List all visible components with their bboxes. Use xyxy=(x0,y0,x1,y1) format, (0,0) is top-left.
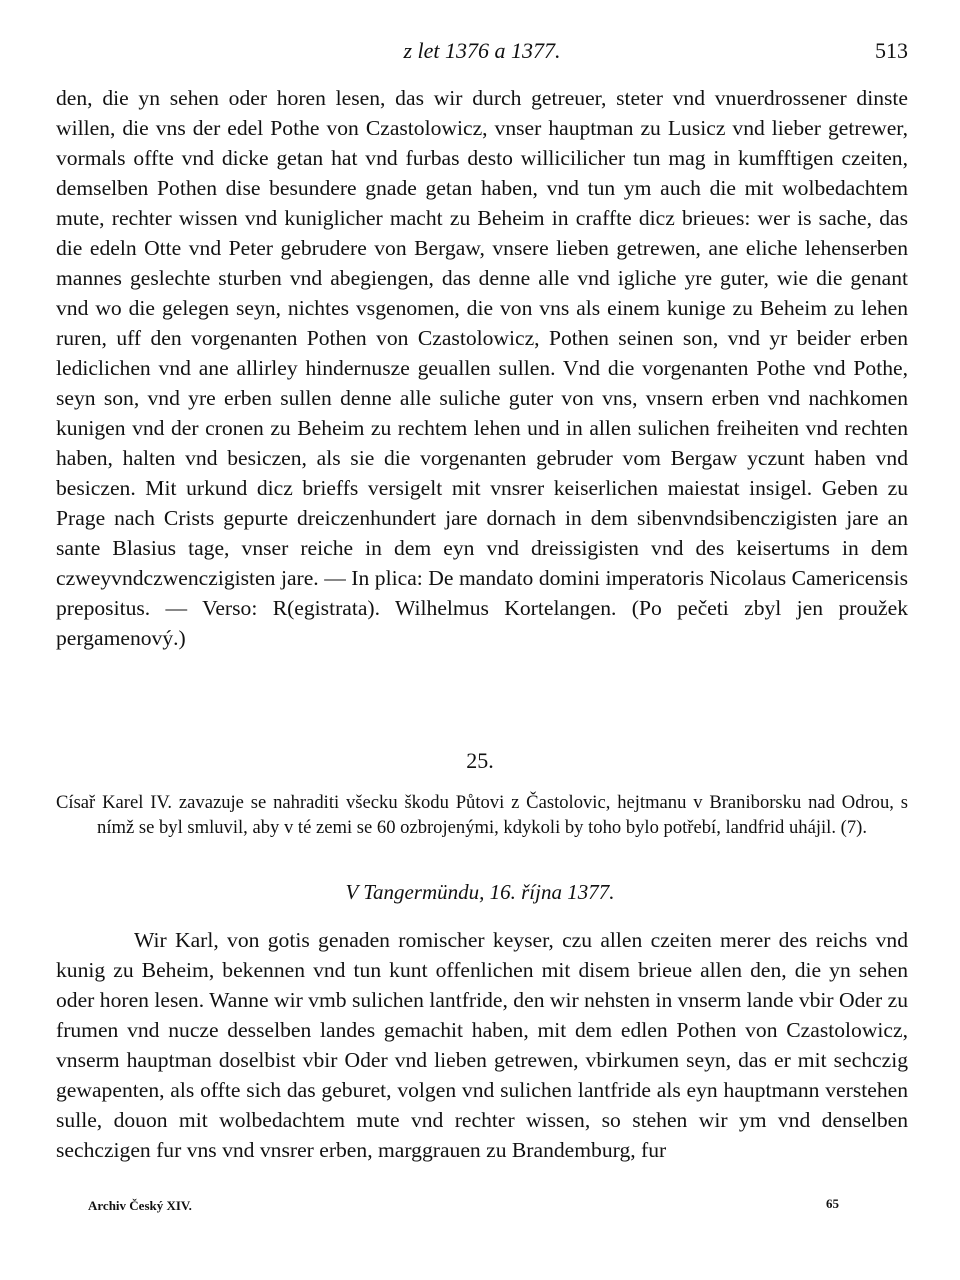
running-title: z let 1376 a 1377. xyxy=(403,38,561,63)
document-summary: Císař Karel IV. zavazuje se nahraditi všecku škodu Půtovi z Častolovic, hejtmanu v Braniborsku nad Odrou, s nímž se byl smluvil, aby v té zemi se 60 ozbrojenými, kdykoli by toho bylo potřebí, landfrid uhájil. (7). xyxy=(56,792,908,838)
body-paragraph-continuation: den, die yn sehen oder horen lesen, das wir durch getreuer, steter vnd vnuerdrossener dinste willen, die vns der edel Pothe von Czastolowicz, vnser hauptman zu Lusicz vnd lieber getrewer, vormals offte vnd dicke getan hat vnd furbas desto willicilicher tun mag in kumfftigen czeiten, demselben Pothen dise besundere gnade getan haben, vnd tun ym auch die mit wolbedachtem mute, rechter wissen vnd kuniglicher macht zu Beheim in craffte dicz brieues: wer is sache, das die edeln Otte vnd Peter gebrudere von Bergaw, vnsere lieben getrewen, ane eliche lehenserben mannes geslechte sturben vnd abegiengen, das denne alle vnd igliche yre guter, wie die genant vnd wo die gelegen seyn, nichtes vsgenomen, die von vns als einem kunige zu Beheim zu lehen ruren, uff den vorgenanten Pothen von Czastolowicz, Pothen seinen son, vnd yr beider erben lediclichen vnd ane allirley hindernusze geuallen sullen. Vnd die vorgenanten Pothe vnd Pothe, seyn son, vnd yre erben sullen denne alle suliche guter von vns, vnsern erben vnd nachkomen kunigen vnd der cronen zu Beheim zu rechtem lehen und in allen sulichen freiheiten vnd rechten haben, halten vnd besiczen, als sie die vorgenanten gebruder vom Bergaw yczunt haben vnd besiczen. Mit urkund dicz brieffs versigelt mit vnsrer keiserlichen maiestat insigel. Geben zu Prage nach Crists gepurte dreiczenhundert jare dornach in dem sibenvndsibenczigisten jare an sante Blasius tage, vnser reiche in dem eyn vnd dreissigisten vnd des keisertums in dem czweyvndczwenczigisten jare. — In plica: De mandato domini imperatoris Nicolaus Camericensis prepositus. — Verso: R(egistrata). Wilhelmus Kortelangen. (Po pečeti zbyl jen proužek pergamenový.) xyxy=(56,86,908,650)
sheet-number: 65 xyxy=(826,1196,839,1211)
place-and-date: V Tangermündu, 16. října 1377. xyxy=(345,880,615,904)
running-head xyxy=(56,38,908,72)
signature-mark: Archiv Český XIV. xyxy=(88,1198,192,1213)
body-paragraph-charter: Wir Karl, von gotis genaden romischer keyser, czu allen czeiten merer des reichs vnd kunig zu Beheim, bekennen vnd tun kunt offenlichen mit disem brieue allen den, die yn sehen oder horen lesen. Wanne wir vmb sulichen lantfride, den wir nehsten in vnserm lande vbir Oder zu frumen vnd nucze desselben landes gemachit haben, mit dem edlen Pothen von Czastolowicz, vnserm hauptman doselbist vbir Oder vnd lieben getrewen, vbirkumen seyn, das er mit sechczig gewapenten, als offte sich das geburet, volgen vnd sulichen lantfride als eyn hauptmann verstehen sulle, douon mit wolbedachtem mute vnd rechter wissen, so stehen wir ym vnd denselben sechczigen fur vns vnd vnsrer erben, marggrauen zu Brandemburg, fur xyxy=(56,928,908,1162)
page-number: 513 xyxy=(875,38,908,63)
document-number: 25. xyxy=(466,748,494,773)
